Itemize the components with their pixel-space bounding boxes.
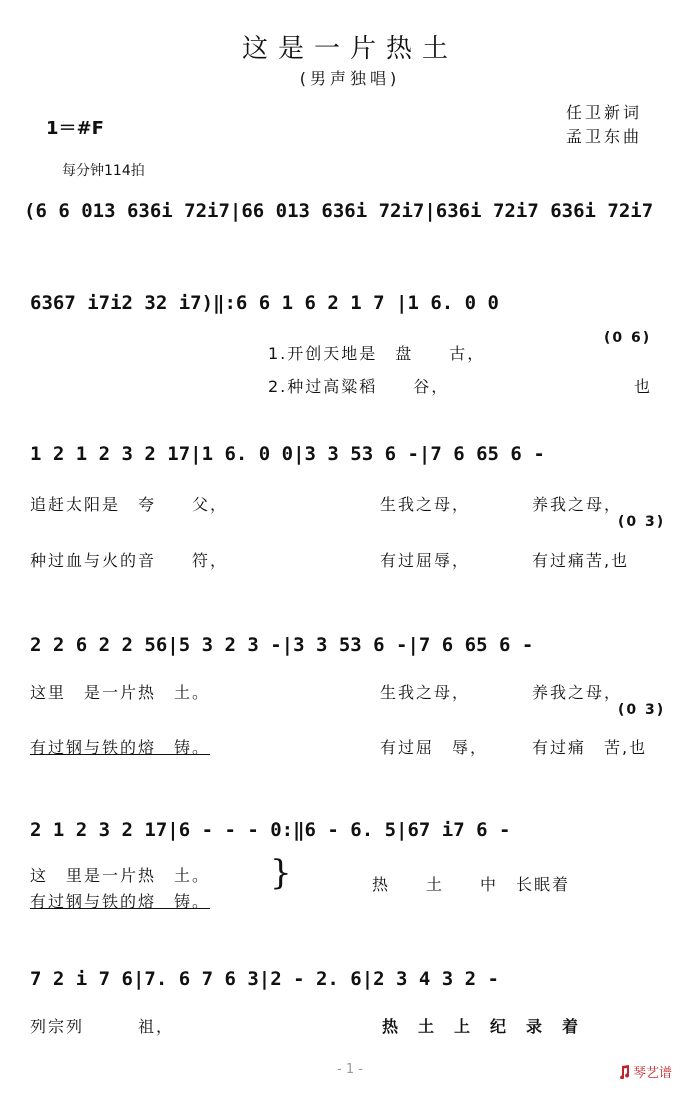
lyric-ye-a: 也 xyxy=(634,377,653,396)
title: 这是一片热土 xyxy=(241,34,458,64)
lyric-verse2-c2: 有过屈 辱， xyxy=(380,738,489,757)
page-number: - 1 - xyxy=(337,1062,363,1077)
staff-line-3: 1 2 1 2 3 2 17|1 6. 0 0|3 3 53 6 -|7 6 65 6 - xyxy=(30,443,545,465)
lyric-verse1-d: 这 里是一片热 土。 xyxy=(30,866,211,885)
composer: 孟卫东曲 xyxy=(566,127,643,146)
lyric-verse2-b3: 有过痛苦,也 xyxy=(532,551,630,570)
lyric-verse1-c3: 养我之母， xyxy=(532,683,623,702)
lyricist: 任卫新词 xyxy=(566,103,643,122)
lyric-verse2-b: 种过血与火的音 符， xyxy=(30,551,229,570)
lyric-verse2-d: 有过钢与铁的熔 铸。 xyxy=(30,892,211,911)
staff-line-6: 7 2 i 7 6|7. 6 7 6 3|2 - 2. 6|2 3 4 3 2 - xyxy=(30,968,499,990)
lyric-verse1-a: 1.开创天地是 盘 古， xyxy=(268,344,486,363)
staff-line-5: 2 1 2 3 2 17|6 - - - 0:‖6 - 6. 5|67 i7 6 - xyxy=(30,819,511,841)
lyric-verse1-c: 这里 是一片热 土。 xyxy=(30,683,211,702)
lyric-pickup-a: (0 6) xyxy=(604,330,652,346)
subtitle: (男声独唱) xyxy=(299,69,401,88)
watermark-logo xyxy=(618,1062,672,1081)
staff-line-4: 2 2 6 2 2 56|5 3 2 3 -|3 3 53 6 -|7 6 65 6 - xyxy=(30,634,534,656)
lyric-pickup-b: (0 3) xyxy=(618,514,666,530)
lyric-verse2-c: 有过钢与铁的熔 铸。 xyxy=(30,738,211,757)
verse-brace: } xyxy=(270,853,292,893)
key-signature: 1＝#F xyxy=(46,118,104,139)
lyric-chorus-a: 热 土 中 长眠着 xyxy=(372,875,571,894)
lyric-verse2-c3: 有过痛 苦,也 xyxy=(532,738,648,757)
lyric-verse2-a: 2.种过高粱稻 谷， xyxy=(268,377,450,396)
lyric-pickup-c: (0 3) xyxy=(618,702,666,718)
lyric-verse2-b2: 有过屈辱， xyxy=(380,551,471,570)
music-note-icon xyxy=(618,1065,630,1079)
lyric-verse1-b: 追赶太阳是 夸 父， xyxy=(30,495,229,514)
lyric-verse1-b3: 养我之母， xyxy=(532,495,623,514)
staff-line-1: (6 6 013 636i 72i7|66 013 636i 72i7|636i 72i7 636i 72i7 xyxy=(24,200,654,222)
tempo: 每分钟114拍 xyxy=(62,163,145,179)
staff-line-2: 6367 i7i2 32 i7)‖:6 6 1 6 2 1 7 |1 6. 0 0 xyxy=(30,292,499,314)
lyric-verse1-c2: 生我之母， xyxy=(380,683,471,702)
lyric-verse1-b2: 生我之母， xyxy=(380,495,471,514)
watermark-text: 琴艺谱 xyxy=(633,1066,673,1081)
lyric-chorus-c: 热 土 上 纪 录 着 xyxy=(382,1017,581,1036)
lyric-chorus-b: 列宗列 祖， xyxy=(30,1017,175,1036)
